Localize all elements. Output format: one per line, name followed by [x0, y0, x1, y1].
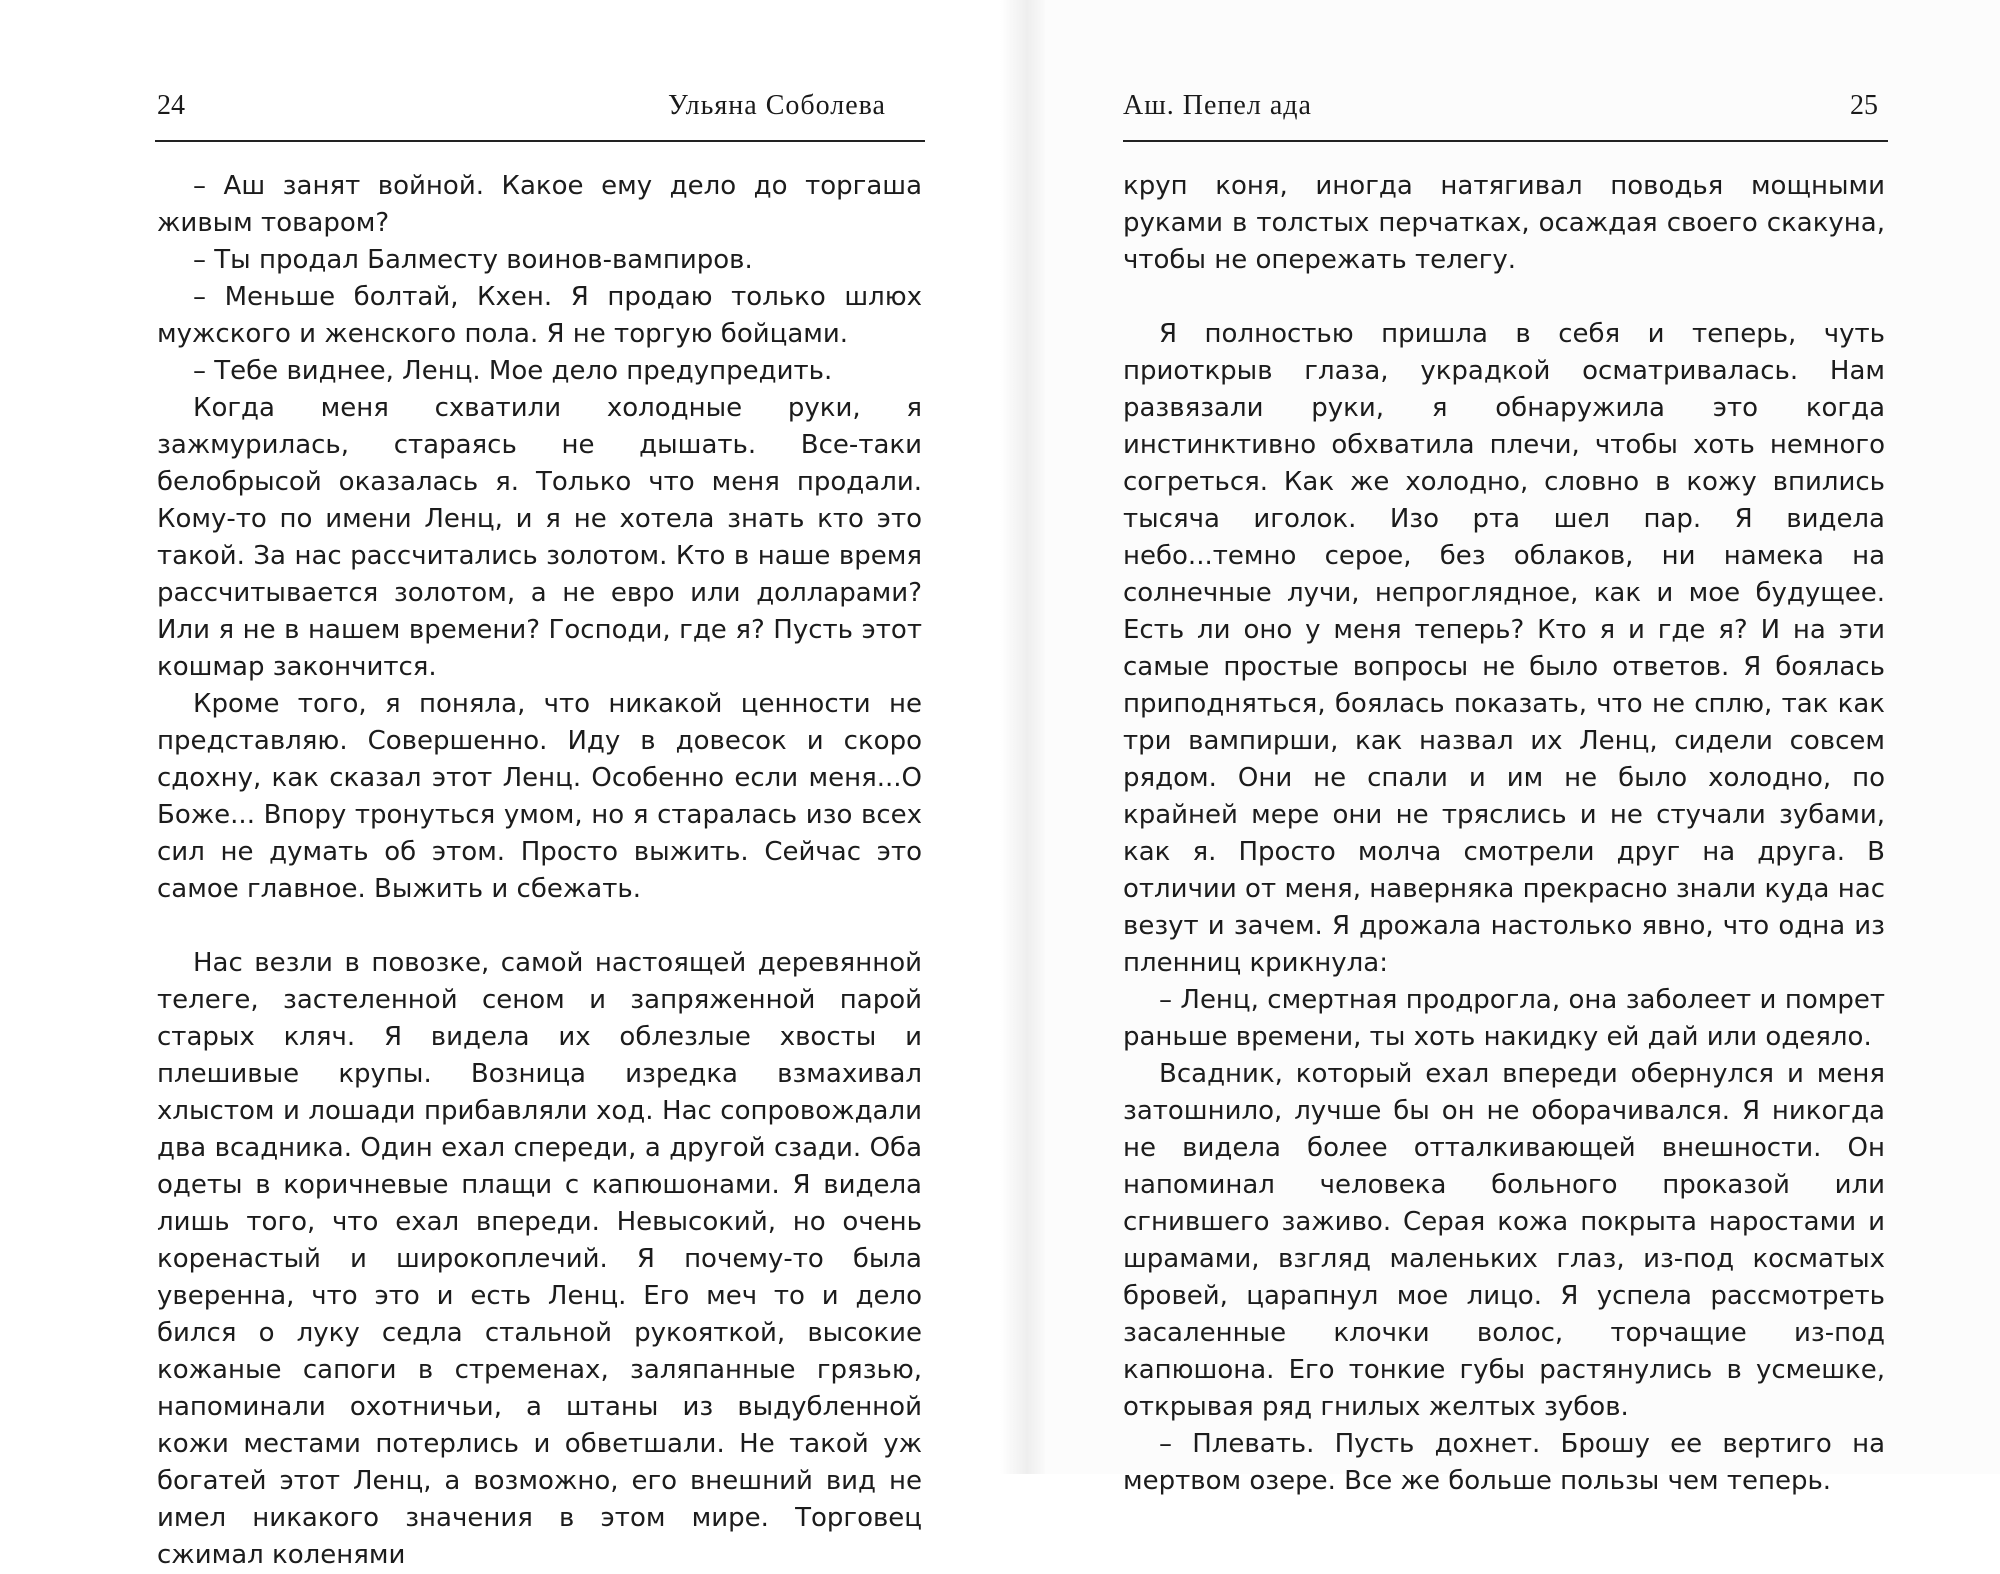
- paragraph: – Ты продал Балместу воинов-вампиров.: [193, 245, 753, 275]
- left-body-text: [157, 168, 922, 1574]
- left-page: [0, 0, 1000, 1570]
- paragraph: Всадник, который ехал впереди обернулся и меня затошнило, лучше бы он не оборачивался. Я никогда не видела более отталкивающей внешности. Он напоминал человека больного проказой или сгнившего заживо. Серая кожа покрыта наростами и шрамами, взгляд маленьких глаз, из-под косматых бровей, царапнул мое лицо. Я успела рассмотреть засаленные клочки волос, торчащие из-под капюшона. Его тонкие губы растянулись в усмешке, открывая ряд гнилых желтых зубов.: [1123, 1059, 1885, 1422]
- paragraph: круп коня, иногда натягивал поводья мощными руками в толстых перчатках, осаждая своего скакуна, чтобы не опережать телегу.: [1123, 171, 1885, 275]
- right-body-text: [1123, 168, 1885, 1500]
- book-gutter: [1000, 0, 1045, 1474]
- paragraph: Когда меня схватили холодные руки, я зажмурилась, стараясь не дышать. Все-таки белобрысой оказалась я. Только что меня продали. Кому-то по имени Ленц, и я не хотела знать кто это такой. За нас рассчитались золотом. Кто в наше время рассчитывается золотом, а не евро или долларами? Или я не в нашем времени? Господи, где я? Пусть этот кошмар закончится.: [157, 393, 922, 682]
- paragraph: – Аш занят войной. Какое ему дело до торгаша живым товаром?: [157, 171, 922, 238]
- section-break: [1123, 279, 1885, 316]
- paragraph: – Плевать. Пусть дохнет. Брошу ее вертиго на мертвом озере. Все же больше пользы чем теперь.: [1123, 1429, 1885, 1496]
- section-break: [157, 908, 922, 945]
- paragraph: – Меньше болтай, Кхен. Я продаю только шлюх мужского и женского пола. Я не торгую бойцами.: [157, 282, 922, 349]
- right-running-head: Аш. Пепел ада: [1123, 90, 1312, 121]
- paragraph: – Тебе виднее, Ленц. Мое дело предупредить.: [193, 356, 833, 386]
- left-page-number: 24: [157, 90, 185, 121]
- right-page-number: 25: [1850, 90, 1878, 121]
- left-running-head: Ульяна Соболева: [668, 90, 886, 121]
- paragraph: Кроме того, я поняла, что никакой ценности не представляю. Совершенно. Иду в довесок и скоро сдохну, как сказал этот Ленц. Особенно если меня...О Боже... Впору тронуться умом, но я старалась изо всех сил не думать об этом. Просто выжить. Сейчас это самое главное. Выжить и сбежать.: [157, 689, 922, 904]
- paragraph: Нас везли в повозке, самой настоящей деревянной телеге, застеленной сеном и запряженной парой старых кляч. Я видела их облезлые хвосты и плешивые крупы. Возница изредка взмахивал хлыстом и лошади прибавляли ход. Нас сопровождали два всадника. Один ехал спереди, а другой сзади. Оба одеты в коричневые плащи с капюшонами. Я видела лишь того, что ехал впереди. Невысокий, но очень коренастый и широкоплечий. Я почему-то была уверенна, что это и есть Ленц. Его меч то и дело бился о луку седла стальной рукояткой, высокие кожаные сапоги в стременах, заляпанные грязью, напоминали охотничьи, а штаны из выдубленной кожи местами потерлись и обветшали. Не такой уж богатей этот Ленц, а возможно, его внешний вид не имел никакого значения в этом мире. Торговец сжимал коленями: [157, 948, 922, 1570]
- paragraph: – Ленц, смертная продрогла, она заболеет и помрет раньше времени, ты хоть накидку ей дай или одеяло.: [1123, 985, 1885, 1052]
- left-header-rule: [155, 140, 925, 142]
- paragraph: Я полностью пришла в себя и теперь, чуть приоткрыв глаза, украдкой осматривалась. Нам развязали руки, я обнаружила это когда инстинктивно обхватила плечи, чтобы хоть немного согреться. Как же холодно, словно в кожу впились тысяча иголок. Изо рта шел пар. Я видела небо...темно серое, без облаков, ни намека на солнечные лучи, непроглядное, как и мое будущее. Есть ли оно у меня теперь? Кто я и где я? И на эти самые простые вопросы не было ответов. Я боялась приподняться, боялась показать, что не сплю, так как три вампирши, как назвал их Ленц, сидели совсем рядом. Они не спали и им не было холодно, по крайней мере они не тряслись и не стучали зубами, как я. Просто молча смотрели друг на друга. В отличии от меня, наверняка прекрасно знали куда нас везут и зачем. Я дрожала настолько явно, что одна из пленниц крикнула:: [1123, 319, 1885, 978]
- right-header-rule: [1123, 140, 1888, 142]
- right-page: [1045, 0, 2000, 1496]
